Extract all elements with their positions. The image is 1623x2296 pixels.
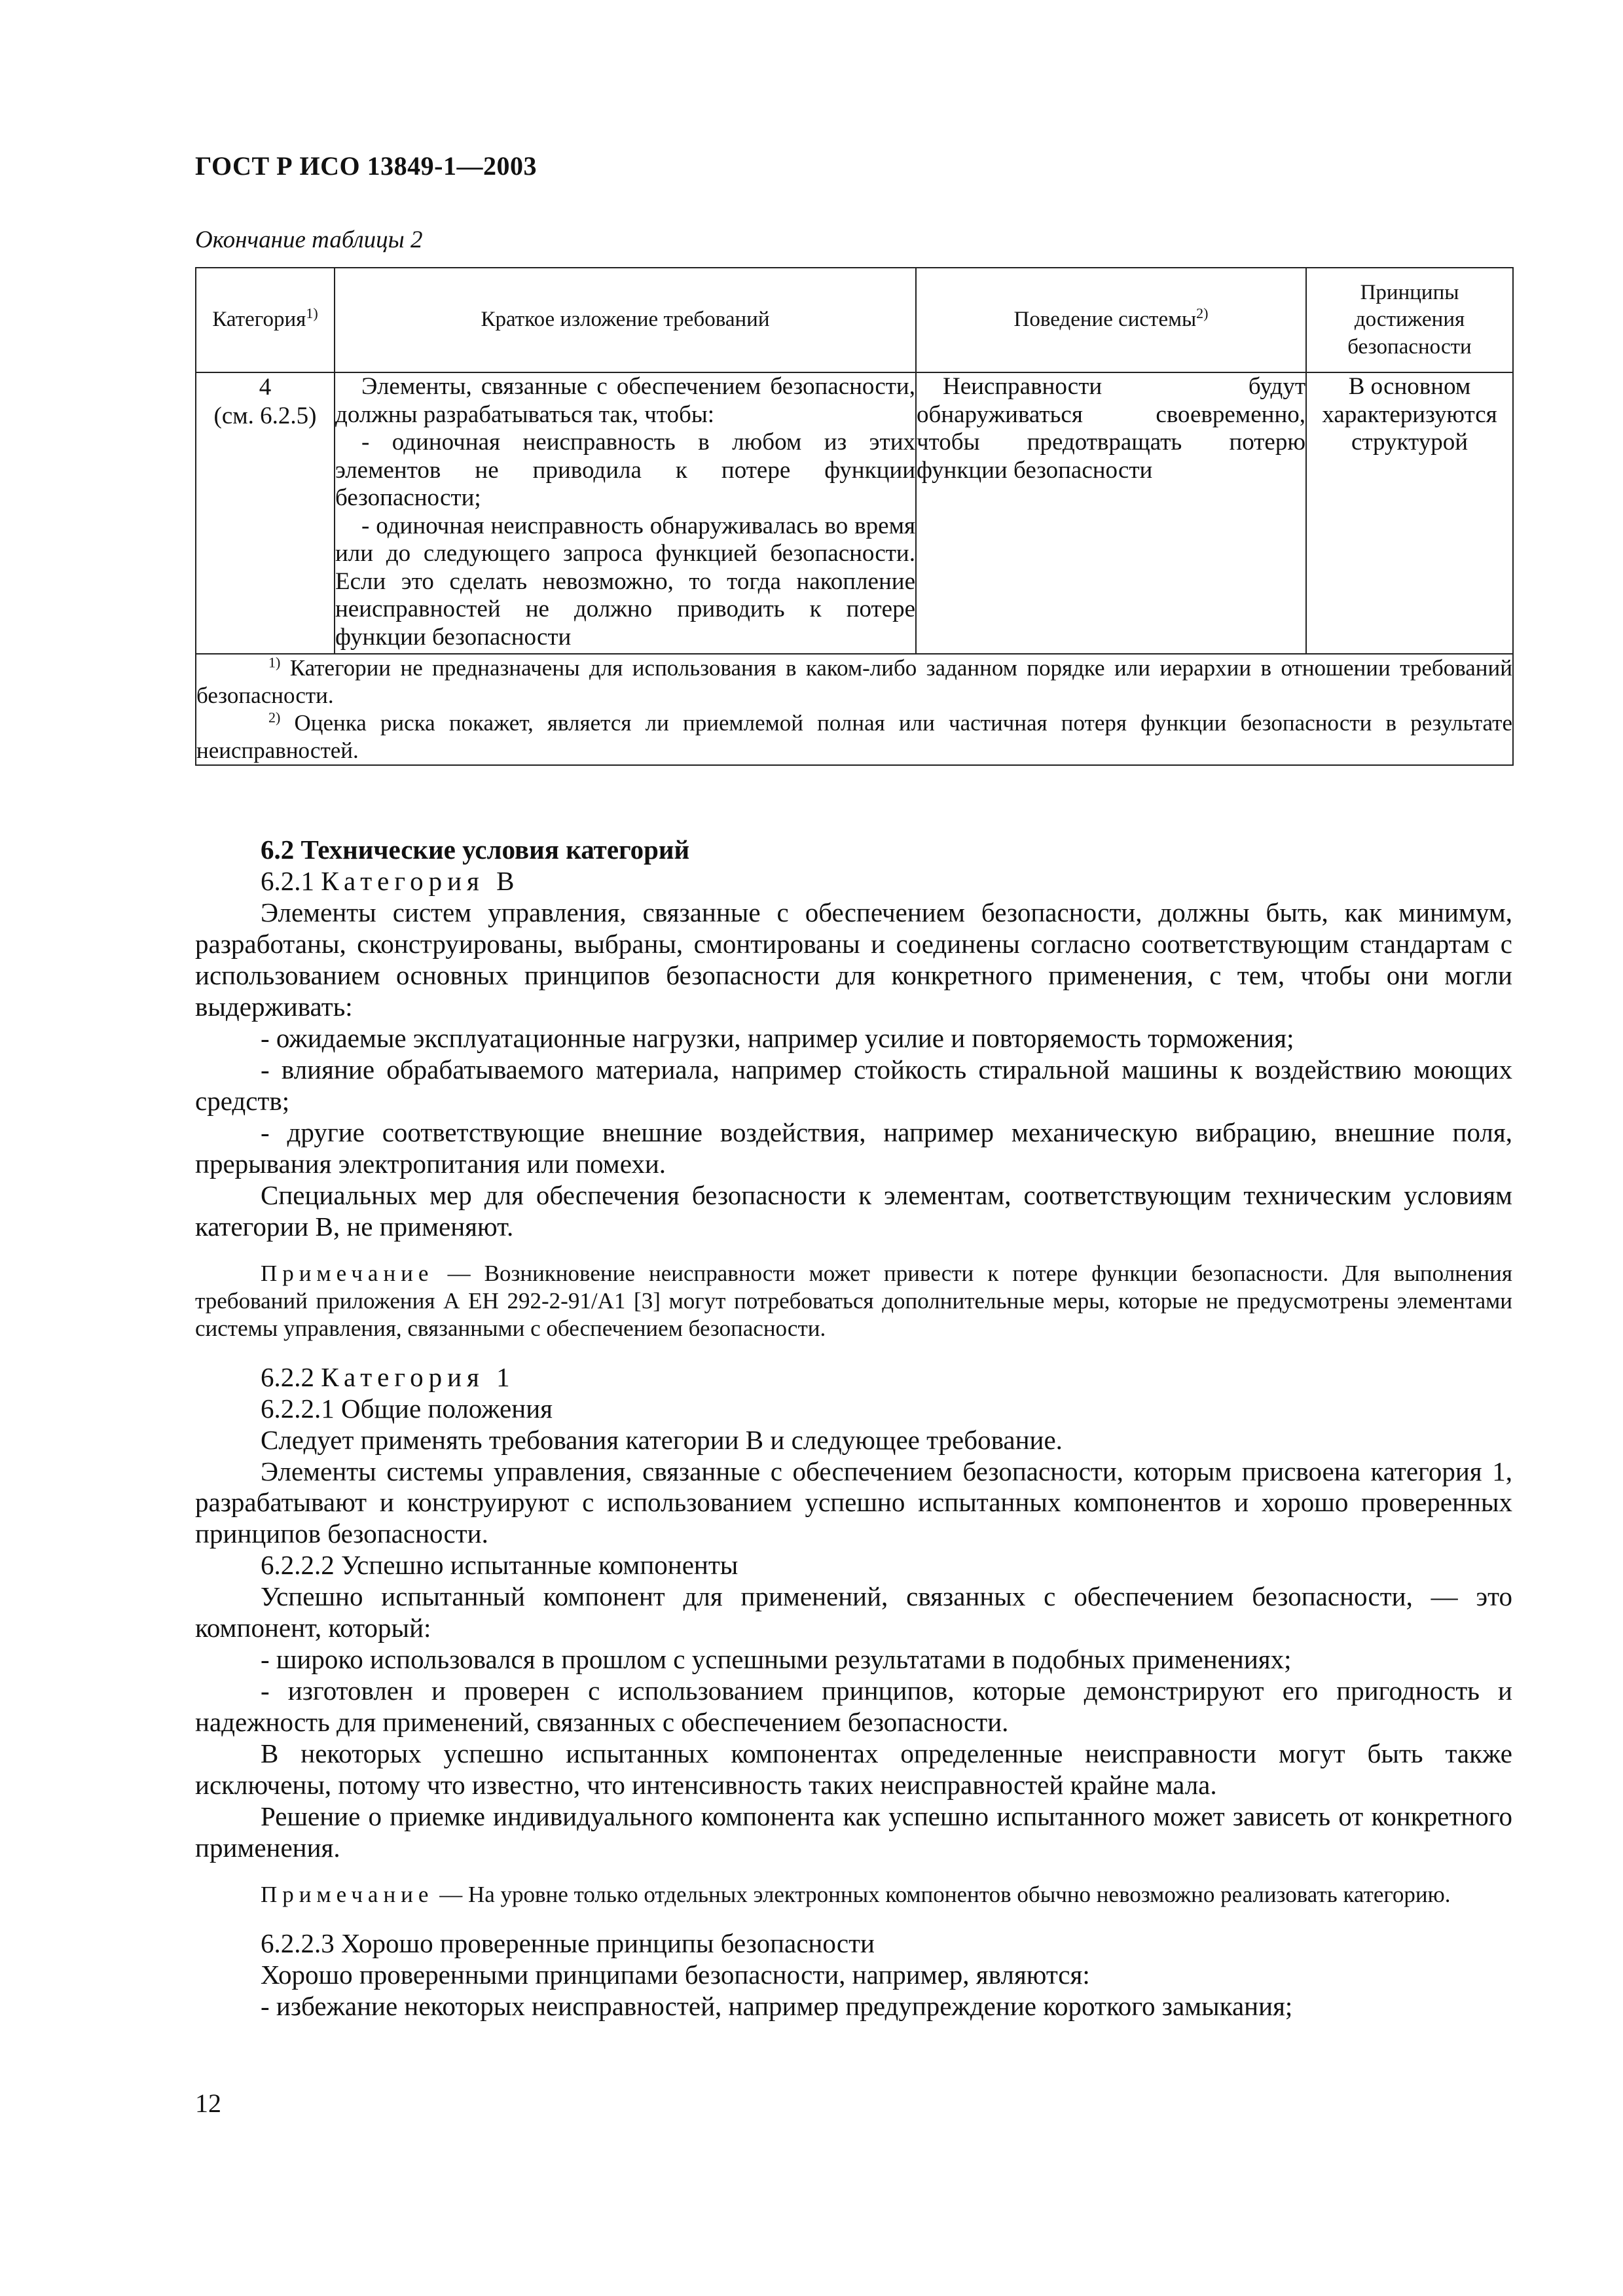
table-header-row <box>196 268 1513 372</box>
paragraph: В некоторых успешно испытанных компонентах определенные неисправности могут быть также исключены, потому что известно, что интенсивность таких неисправностей крайне мала. <box>195 1738 1512 1801</box>
subsection-number: 6.2.1 <box>261 865 314 896</box>
header-behavior-sup: 2) <box>1196 305 1209 322</box>
list-item: - ожидаемые эксплуатационные нагрузки, например усилие и повторяемость торможения; <box>261 1022 1294 1053</box>
note-2 <box>195 1881 1512 1909</box>
list-item: - другие соответствующие внешние воздействия, например механическую вибрацию, внешние поля, прерывания электропитания или помехи. <box>195 1117 1512 1179</box>
subsection-title: Категория 1 <box>321 1361 515 1392</box>
category-cell <box>196 372 335 654</box>
note-1 <box>195 1260 1512 1342</box>
subsection-heading <box>195 1362 1512 1393</box>
header-behavior-label: Поведение системы <box>1013 308 1197 332</box>
paragraph: Хорошо проверенными принципами безопасности, например, являются: <box>261 1960 1090 1990</box>
paragraph: Элементы систем управления, связанные с обеспечением безопасности, должны быть, как минимум, разработаны, сконструированы, выбраны, смонтированы и соединены согласно соответствующим стандартам с использованием основных принципов безопасности для конкретного применения, с тем, чтобы они могли выдерживать: <box>195 897 1512 1022</box>
header-category <box>196 268 335 372</box>
header-summary: Краткое изложение требований <box>335 268 916 372</box>
footnotes-cell <box>196 654 1513 765</box>
paragraph: Следует применять требования категории В и следующее требование. <box>261 1424 1063 1455</box>
header-behavior <box>916 268 1306 372</box>
section-heading: 6.2 Технические условия категорий <box>261 834 690 865</box>
summary-text: Элементы, связанные с обеспечением безопасности, должны разрабатываться так, чтобы: <box>335 373 915 428</box>
footnote-1 <box>196 655 1512 709</box>
requirements-table <box>195 267 1514 766</box>
header-category-sup: 1) <box>306 305 318 322</box>
behavior-text: Неисправности будут обнаруживаться своевременно, чтобы предотвращать потерю функции безопасности <box>917 373 1305 484</box>
subsection-6-2-2-3 <box>195 1928 1512 2022</box>
subsection-heading: 6.2.2.1 Общие положения <box>261 1393 553 1424</box>
note-label: Примечание <box>261 1260 434 1286</box>
category-value: 4 <box>259 374 272 401</box>
list-item: - широко использовался в прошлом с успешными результатами в подобных применениях; <box>261 1644 1292 1675</box>
paragraph: Решение о приемке индивидуального компонента как успешно испытанного может зависеть от конкретного применения. <box>195 1801 1512 1863</box>
header-category-label: Категория <box>212 308 306 332</box>
subsection-title: Категория В <box>321 865 520 896</box>
principles-cell: В основном характеризуются структурой <box>1306 372 1513 654</box>
document-title: ГОСТ Р ИСО 13849-1—2003 <box>195 151 537 181</box>
summary-cell <box>335 372 916 654</box>
category-ref: (см. 6.2.5) <box>213 403 317 430</box>
footnote-text: Категории не предназначены для использования в каком-либо заданном порядке или иерархии в отношении требований безопасности. <box>196 655 1512 708</box>
behavior-cell <box>916 372 1306 654</box>
subsection-heading: 6.2.2.3 Хорошо проверенные принципы безопасности <box>261 1928 875 1959</box>
subsection-number: 6.2.2 <box>261 1361 314 1392</box>
note-text: — На уровне только отдельных электронных компонентов обычно невозможно реализовать категорию. <box>439 1882 1451 1908</box>
note-text: — Возникновение неисправности может привести к потере функции безопасности. Для выполнения требований приложения А ЕН 292-2-91/А1 [3] могут потребоваться дополнительные меры, которые не предусмотрены элементами системы управления, связанными с обеспечением безопасности. <box>195 1260 1512 1341</box>
table-caption: Окончание таблицы 2 <box>195 226 423 253</box>
subsection-heading <box>195 866 1512 897</box>
list-item: - избежание некоторых неисправностей, например предупреждение короткого замыкания; <box>261 1991 1293 2022</box>
footnotes-row <box>196 654 1513 765</box>
subsection-6-2-2 <box>195 1362 1512 1865</box>
summary-text: - одиночная неисправность обнаруживалась во время или до следующего запроса функцией безопасности. Если это сделать невозможно, то тогда накопление неисправностей не должно приводить к потере функции безопасности <box>335 512 915 651</box>
list-item: - влияние обрабатываемого материала, например стойкость стиральной машины к воздействию моющих средств; <box>195 1054 1512 1116</box>
header-principles: Принципы достижения безопасности <box>1306 268 1513 372</box>
footnote-text: Оценка риска покажет, является ли приемлемой полная или частичная потеря функции безопасности в результате неисправностей. <box>196 710 1513 763</box>
footnote-2 <box>196 709 1512 764</box>
paragraph: Элементы системы управления, связанные с обеспечением безопасности, которым присвоена категория 1, разрабатывают и конструируют с использованием успешно испытанных компонентов и хорошо проверенных принципов безопасности. <box>195 1456 1512 1549</box>
list-item: - изготовлен и проверен с использованием принципов, которые демонстрируют его пригодность и надежность для применений, связанных с обеспечением безопасности. <box>195 1676 1512 1738</box>
page-number: 12 <box>195 2089 221 2118</box>
note-label: Примечание <box>261 1882 434 1908</box>
table-row <box>196 372 1513 654</box>
paragraph: Специальных мер для обеспечения безопасности к элементам, соответствующим техническим условиям категории В, не применяют. <box>195 1179 1512 1242</box>
paragraph: Успешно испытанный компонент для применений, связанных с обеспечением безопасности, — это компонент, который: <box>195 1581 1512 1643</box>
subsection-heading: 6.2.2.2 Успешно испытанные компоненты <box>261 1550 739 1581</box>
footnote-mark: 1) <box>268 654 281 671</box>
footnote-mark: 2) <box>268 709 281 726</box>
summary-text: - одиночная неисправность в любом из этих элементов не приводила к потере функции безопасности; <box>335 429 915 512</box>
section-6-2 <box>195 834 1512 2022</box>
